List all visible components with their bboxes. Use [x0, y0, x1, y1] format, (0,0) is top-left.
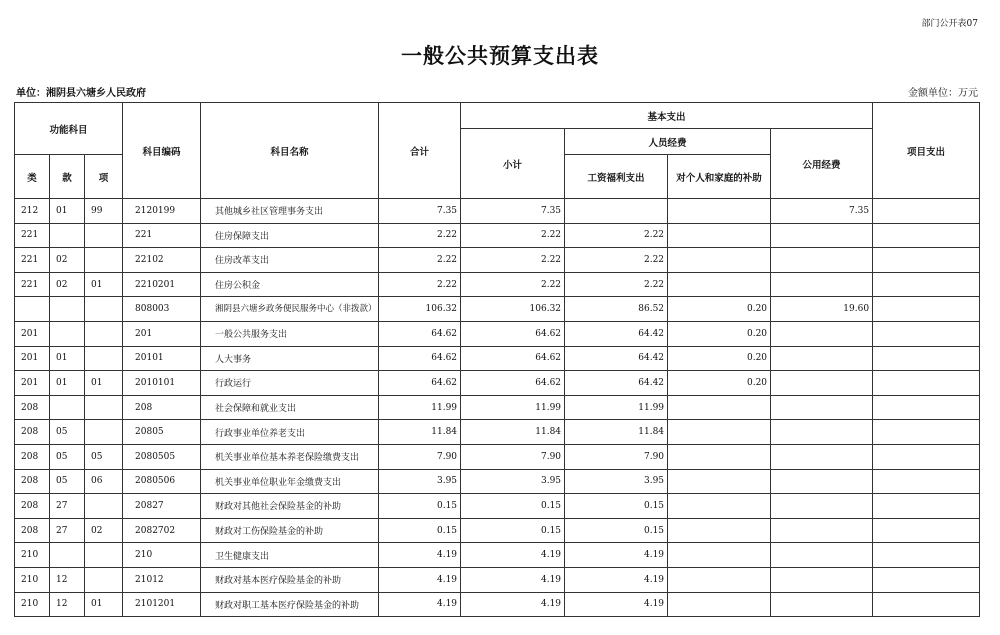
cell-subtotal: 64.62	[461, 371, 565, 396]
cell-salary: 11.84	[565, 420, 668, 445]
cell-name: 社会保障和就业支出	[201, 395, 379, 420]
cell-salary: 0.15	[565, 518, 668, 543]
cell-salary: 4.19	[565, 567, 668, 592]
cell-total: 2.22	[379, 248, 461, 273]
table-row	[15, 395, 980, 420]
cell-code: 221	[123, 223, 201, 248]
table-row	[15, 469, 980, 494]
table-row	[15, 321, 980, 346]
cell-xiang	[85, 297, 123, 322]
cell-subtotal: 11.99	[461, 395, 565, 420]
cell-project	[873, 371, 980, 396]
cell-public	[771, 272, 873, 297]
cell-lei: 208	[15, 420, 50, 445]
cell-public: 19.60	[771, 297, 873, 322]
cell-name: 卫生健康支出	[201, 543, 379, 568]
cell-code: 20827	[123, 494, 201, 519]
cell-salary: 4.19	[565, 592, 668, 617]
cell-lei	[15, 297, 50, 322]
cell-public	[771, 395, 873, 420]
cell-total: 11.99	[379, 395, 461, 420]
cell-kuan	[50, 395, 85, 420]
cell-kuan: 27	[50, 494, 85, 519]
cell-subsidy: 0.20	[668, 321, 771, 346]
cell-name: 机关事业单位职业年金缴费支出	[201, 469, 379, 494]
cell-subsidy	[668, 543, 771, 568]
cell-subsidy	[668, 420, 771, 445]
cell-total: 64.62	[379, 346, 461, 371]
cell-subtotal: 2.22	[461, 272, 565, 297]
cell-kuan	[50, 543, 85, 568]
cell-xiang: 06	[85, 469, 123, 494]
cell-xiang	[85, 346, 123, 371]
cell-public	[771, 469, 873, 494]
cell-lei: 210	[15, 543, 50, 568]
cell-subtotal: 7.90	[461, 444, 565, 469]
table-row	[15, 543, 980, 568]
table-row	[15, 371, 980, 396]
header-xiang: 项	[85, 155, 123, 199]
cell-public	[771, 567, 873, 592]
table-row	[15, 199, 980, 224]
cell-name: 住房改革支出	[201, 248, 379, 273]
cell-project	[873, 223, 980, 248]
cell-total: 0.15	[379, 494, 461, 519]
cell-kuan: 05	[50, 469, 85, 494]
cell-xiang	[85, 567, 123, 592]
cell-project	[873, 420, 980, 445]
cell-code: 208	[123, 395, 201, 420]
cell-xiang	[85, 395, 123, 420]
cell-public	[771, 420, 873, 445]
table-row	[15, 248, 980, 273]
cell-xiang	[85, 321, 123, 346]
cell-code: 20805	[123, 420, 201, 445]
cell-lei: 208	[15, 469, 50, 494]
cell-name: 人大事务	[201, 346, 379, 371]
cell-subsidy	[668, 272, 771, 297]
cell-public	[771, 444, 873, 469]
cell-name: 其他城乡社区管理事务支出	[201, 199, 379, 224]
cell-lei: 208	[15, 444, 50, 469]
cell-code: 2080506	[123, 469, 201, 494]
cell-total: 0.15	[379, 518, 461, 543]
cell-xiang	[85, 543, 123, 568]
cell-xiang	[85, 494, 123, 519]
cell-subsidy: 0.20	[668, 371, 771, 396]
cell-public	[771, 223, 873, 248]
header-total: 合计	[379, 103, 461, 199]
cell-subtotal: 4.19	[461, 543, 565, 568]
cell-salary: 64.42	[565, 371, 668, 396]
cell-subtotal: 0.15	[461, 518, 565, 543]
cell-xiang: 01	[85, 272, 123, 297]
cell-subtotal: 2.22	[461, 223, 565, 248]
cell-kuan: 27	[50, 518, 85, 543]
header-salary: 工资福利支出	[565, 155, 668, 199]
cell-code: 201	[123, 321, 201, 346]
cell-lei: 201	[15, 346, 50, 371]
header-basic: 基本支出	[461, 103, 873, 129]
cell-subsidy: 0.20	[668, 297, 771, 322]
cell-subsidy	[668, 444, 771, 469]
cell-name: 行政运行	[201, 371, 379, 396]
cell-code: 210	[123, 543, 201, 568]
cell-project	[873, 248, 980, 273]
cell-name: 住房保障支出	[201, 223, 379, 248]
table-row	[15, 346, 980, 371]
cell-public: 7.35	[771, 199, 873, 224]
cell-subsidy	[668, 248, 771, 273]
cell-lei: 210	[15, 592, 50, 617]
cell-total: 106.32	[379, 297, 461, 322]
cell-total: 64.62	[379, 321, 461, 346]
cell-subtotal: 3.95	[461, 469, 565, 494]
cell-code: 2010101	[123, 371, 201, 396]
cell-salary: 7.90	[565, 444, 668, 469]
cell-salary: 2.22	[565, 248, 668, 273]
cell-subtotal: 2.22	[461, 248, 565, 273]
unit-label: 单位：湘阴县六塘乡人民政府	[16, 88, 146, 99]
cell-total: 3.95	[379, 469, 461, 494]
cell-lei: 201	[15, 371, 50, 396]
cell-code: 20101	[123, 346, 201, 371]
cell-salary: 0.15	[565, 494, 668, 519]
cell-kuan: 01	[50, 346, 85, 371]
cell-kuan: 02	[50, 248, 85, 273]
cell-kuan	[50, 321, 85, 346]
cell-subsidy	[668, 199, 771, 224]
cell-subsidy	[668, 395, 771, 420]
table-row	[15, 592, 980, 617]
table-row	[15, 444, 980, 469]
header-code: 科目编码	[123, 103, 201, 199]
cell-total: 4.19	[379, 543, 461, 568]
cell-code: 2080505	[123, 444, 201, 469]
cell-lei: 212	[15, 199, 50, 224]
cell-project	[873, 567, 980, 592]
cell-public	[771, 518, 873, 543]
cell-kuan: 01	[50, 199, 85, 224]
cell-project	[873, 518, 980, 543]
cell-public	[771, 321, 873, 346]
header-subtotal: 小计	[461, 129, 565, 199]
cell-salary: 64.42	[565, 321, 668, 346]
cell-salary: 11.99	[565, 395, 668, 420]
cell-project	[873, 297, 980, 322]
cell-kuan: 12	[50, 592, 85, 617]
cell-total: 64.62	[379, 371, 461, 396]
cell-name: 湘阴县六塘乡政务便民服务中心（非拨款）	[201, 297, 379, 322]
cell-kuan: 01	[50, 371, 85, 396]
cell-lei: 221	[15, 272, 50, 297]
cell-subsidy	[668, 494, 771, 519]
cell-subtotal: 106.32	[461, 297, 565, 322]
cell-code: 2210201	[123, 272, 201, 297]
cell-project	[873, 321, 980, 346]
cell-kuan	[50, 297, 85, 322]
cell-subtotal: 64.62	[461, 321, 565, 346]
cell-subtotal: 64.62	[461, 346, 565, 371]
cell-project	[873, 272, 980, 297]
cell-kuan: 05	[50, 420, 85, 445]
cell-name: 一般公共服务支出	[201, 321, 379, 346]
cell-public	[771, 592, 873, 617]
cell-code: 808003	[123, 297, 201, 322]
cell-kuan: 12	[50, 567, 85, 592]
cell-salary: 2.22	[565, 223, 668, 248]
cell-code: 21012	[123, 567, 201, 592]
cell-total: 2.22	[379, 223, 461, 248]
cell-subtotal: 0.15	[461, 494, 565, 519]
cell-kuan: 02	[50, 272, 85, 297]
cell-salary: 86.52	[565, 297, 668, 322]
cell-subsidy	[668, 223, 771, 248]
cell-kuan: 05	[50, 444, 85, 469]
cell-name: 财政对基本医疗保险基金的补助	[201, 567, 379, 592]
cell-salary: 3.95	[565, 469, 668, 494]
cell-public	[771, 346, 873, 371]
header-kuan: 款	[50, 155, 85, 199]
table-row	[15, 420, 980, 445]
cell-subsidy	[668, 592, 771, 617]
cell-subsidy	[668, 469, 771, 494]
header-lei: 类	[15, 155, 50, 199]
page-title: 一般公共预算支出表	[401, 43, 599, 68]
table-row	[15, 567, 980, 592]
cell-xiang: 99	[85, 199, 123, 224]
cell-project	[873, 469, 980, 494]
table-row	[15, 518, 980, 543]
cell-total: 7.35	[379, 199, 461, 224]
cell-salary: 64.42	[565, 346, 668, 371]
cell-name: 机关事业单位基本养老保险缴费支出	[201, 444, 379, 469]
cell-xiang: 01	[85, 371, 123, 396]
cell-total: 2.22	[379, 272, 461, 297]
cell-lei: 221	[15, 248, 50, 273]
cell-name: 财政对工伤保险基金的补助	[201, 518, 379, 543]
cell-project	[873, 543, 980, 568]
cell-salary: 2.22	[565, 272, 668, 297]
cell-lei: 221	[15, 223, 50, 248]
cell-name: 财政对职工基本医疗保险基金的补助	[201, 592, 379, 617]
header-public: 公用经费	[771, 129, 873, 199]
header-subsidy: 对个人和家庭的补助	[668, 155, 771, 199]
cell-project	[873, 444, 980, 469]
cell-public	[771, 543, 873, 568]
table-row	[15, 494, 980, 519]
cell-project	[873, 199, 980, 224]
cell-xiang	[85, 223, 123, 248]
header-name: 科目名称	[201, 103, 379, 199]
cell-name: 住房公积金	[201, 272, 379, 297]
cell-lei: 208	[15, 518, 50, 543]
cell-code: 2120199	[123, 199, 201, 224]
form-number: 部门公开表07	[921, 19, 978, 29]
table-row	[15, 272, 980, 297]
cell-project	[873, 346, 980, 371]
cell-code: 2101201	[123, 592, 201, 617]
cell-public	[771, 371, 873, 396]
cell-xiang	[85, 420, 123, 445]
header-project: 项目支出	[873, 103, 980, 199]
cell-lei: 201	[15, 321, 50, 346]
table-row	[15, 223, 980, 248]
cell-name: 行政事业单位养老支出	[201, 420, 379, 445]
header-personnel: 人员经费	[565, 129, 771, 155]
cell-code: 2082702	[123, 518, 201, 543]
cell-xiang: 02	[85, 518, 123, 543]
money-unit: 金额单位：万元	[908, 88, 978, 99]
cell-lei: 208	[15, 395, 50, 420]
cell-salary: 4.19	[565, 543, 668, 568]
cell-xiang: 05	[85, 444, 123, 469]
budget-table	[14, 102, 980, 617]
cell-xiang: 01	[85, 592, 123, 617]
cell-subsidy: 0.20	[668, 346, 771, 371]
cell-project	[873, 494, 980, 519]
cell-subsidy	[668, 567, 771, 592]
cell-salary	[565, 199, 668, 224]
cell-kuan	[50, 223, 85, 248]
cell-total: 4.19	[379, 567, 461, 592]
cell-subsidy	[668, 518, 771, 543]
cell-project	[873, 592, 980, 617]
cell-subtotal: 4.19	[461, 567, 565, 592]
cell-subtotal: 4.19	[461, 592, 565, 617]
cell-name: 财政对其他社会保险基金的补助	[201, 494, 379, 519]
cell-xiang	[85, 248, 123, 273]
cell-total: 4.19	[379, 592, 461, 617]
cell-project	[873, 395, 980, 420]
cell-subtotal: 7.35	[461, 199, 565, 224]
cell-lei: 208	[15, 494, 50, 519]
cell-code: 22102	[123, 248, 201, 273]
cell-total: 11.84	[379, 420, 461, 445]
cell-total: 7.90	[379, 444, 461, 469]
table-row	[15, 297, 980, 322]
cell-subtotal: 11.84	[461, 420, 565, 445]
cell-public	[771, 248, 873, 273]
cell-lei: 210	[15, 567, 50, 592]
cell-public	[771, 494, 873, 519]
header-func-subject: 功能科目	[15, 103, 123, 155]
